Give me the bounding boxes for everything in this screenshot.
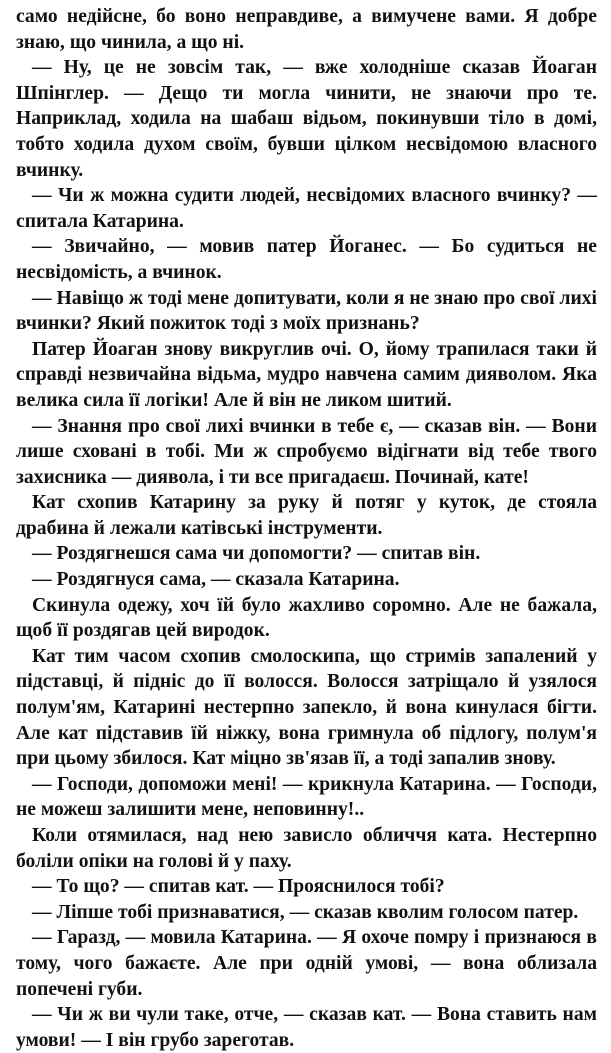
paragraph-dialogue: — Чи ж можна судити людей, несвідомих власного вчинку? — спитала Катарина. — [16, 185, 597, 232]
paragraph-dialogue: — Знання про свої лихі вчинки в тебе є, — сказав він. — Вони лише сховані в тобі. Ми ж спробуємо відігнати від тебе твого захисника — диявола, і ти все пригадаєш. Починай, кате! — [16, 415, 597, 488]
paragraph-dialogue: — Навіщо ж тоді мене допитувати, коли я не знаю про свої лихі вчинки? Який пожиток тоді з моїх признань? — [16, 287, 597, 335]
paragraph-continuation: само недійсне, бо воно неправдиве, а вимучене вами. Я добре знаю, що чинила, а що ні. — [16, 6, 597, 53]
paragraph-dialogue: — Чи ж ви чули таке, отче, — сказав кат. — Вона ставить нам умови! — І він грубо зареготав. — [16, 1004, 597, 1051]
paragraph-dialogue: — Роздягнешся сама чи допомогти? — спитав він. — [32, 543, 481, 565]
paragraph-narration: Кат тим часом схопив смолоскипа, що стримів запалений у підставці, й підніс до її волосся. Волосся затріщало й узялося полум'ям, Катарині нестерпно запекло, й вона кинулася бігти. Але кат підставив їй ніжку, вона гримнула об підлогу, полум'я при цьому збилося. Кат міцно зв'язав її, а тоді запалив знову. — [16, 645, 597, 770]
paragraph-dialogue: — Ну, це не зовсім так, — вже холодніше сказав Йоаган Шпінглер. — Дещо ти могла чинити, не знаючи про те. Наприклад, ходила на шабаш відьом, покинувши тіло в домі, тобто ходила духом своїм, бувши цілком несвідомою власного вчинку. — [16, 57, 597, 181]
paragraph-dialogue: — Ліпше тобі признаватися, — сказав кволим голосом патер. — [32, 901, 579, 923]
paragraph-dialogue: — Звичайно, — мовив патер Йоганес. — Бо судиться не несвідомість, а вчинок. — [16, 236, 597, 283]
paragraph-narration: Патер Йоаган знову викруглив очі. О, йому трапилася таки й справді незвичайна відьма, мудро навчена самим дияволом. Яка велика сила її логіки! Але й він не ликом шитий. — [16, 338, 597, 411]
paragraph-narration: Скинула одежу, хоч їй було жахливо соромно. Але не бажала, щоб її роздягав цей виродок. — [16, 594, 597, 642]
paragraph-dialogue: — То що? — спитав кат. — Прояснилося тобі? — [32, 876, 445, 898]
paragraph-dialogue: — Господи, допоможи мені! — крикнула Катарина. — Господи, не можеш залишити мене, неповинну!.. — [16, 773, 597, 821]
paragraph-dialogue: — Роздягнуся сама, — сказала Катарина. — [32, 569, 400, 591]
paragraph-dialogue: — Гаразд, — мовила Катарина. — Я охоче помру і признаюся в тому, чого бажаєте. Але при одній умові, — вона облизала попечені губи. — [16, 927, 597, 1000]
paragraph-narration: Кат схопив Катарину за руку й потяг у куток, де стояла драбина й лежали катівські інструменти. — [16, 492, 597, 539]
paragraph-narration: Коли отямилася, над нею зависло обличчя ката. Нестерпно боліли опіки на голові й у паху. — [16, 825, 597, 872]
